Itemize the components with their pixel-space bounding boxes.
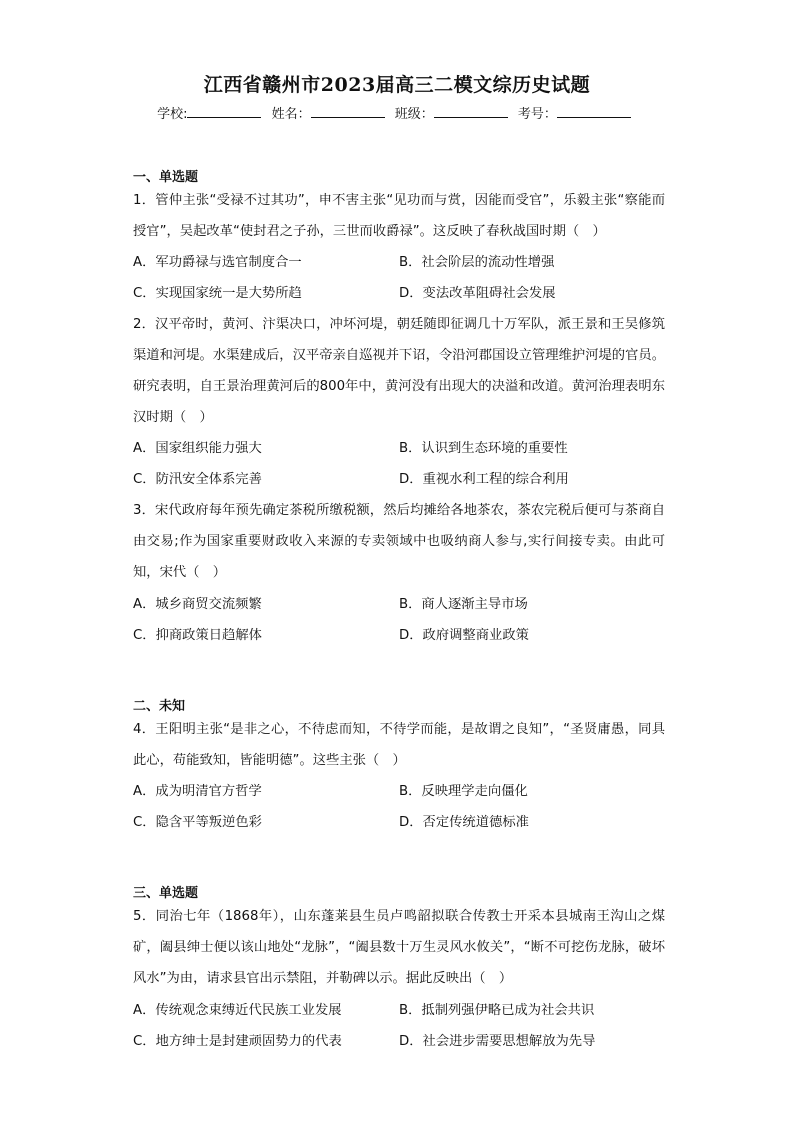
option-b[interactable]: B．商人逐渐主导市场: [399, 597, 528, 612]
question-5-options: [133, 995, 665, 1057]
name-blank[interactable]: [311, 103, 385, 118]
question-2-options: [133, 433, 665, 495]
number-blank[interactable]: [557, 103, 631, 118]
section-heading: 一、单选题: [133, 170, 199, 185]
option-d[interactable]: D．社会进步需要思想解放为先导: [399, 1034, 596, 1049]
question-4-text: 4．王阳明主张“是非之心，不待虑而知，不待学而能，是故谓之良知”，“圣贤庸愚，同具此心，苟能致知，皆能明德”。这些主张（ ）: [133, 722, 665, 768]
option-a[interactable]: A．城乡商贸交流频繁: [133, 597, 262, 612]
question-3-options: [133, 589, 665, 651]
option-c[interactable]: C．实现国家统一是大势所趋: [133, 286, 302, 301]
name-label: 姓名：: [271, 107, 311, 122]
option-a[interactable]: A．传统观念束缚近代民族工业发展: [133, 1003, 342, 1018]
option-a[interactable]: A．国家组织能力强大: [133, 441, 262, 456]
school-label: 学校:: [157, 107, 188, 122]
section-heading: 三、单选题: [133, 886, 199, 901]
option-b[interactable]: B．抵制列强伊略已成为社会共识: [399, 1003, 595, 1018]
school-blank[interactable]: [187, 103, 261, 118]
class-blank[interactable]: [434, 103, 508, 118]
option-d[interactable]: D．政府调整商业政策: [399, 628, 529, 643]
option-a[interactable]: A．军功爵禄与选官制度合一: [133, 255, 302, 270]
option-d[interactable]: D．重视水利工程的综合利用: [399, 472, 569, 487]
option-c[interactable]: C．防汛安全体系完善: [133, 472, 262, 487]
option-d[interactable]: D．否定传统道德标准: [399, 815, 529, 830]
question-2-text: 2．汉平帝时，黄河、汴渠决口，冲坏河堤，朝廷随即征调几十万军队，派王景和王吴修筑渠道和河堤。水渠建成后，汉平帝亲自巡视并下诏，令沿河郡国设立管理维护河堤的官员。研究表明，自王景治理黄河后的800年中，黄河没有出现大的决溢和改道。黄河治理表明东汉时期（ ）: [133, 317, 665, 425]
option-a[interactable]: A．成为明清官方哲学: [133, 784, 262, 799]
number-label: 考号：: [517, 107, 557, 122]
question-5-text: 5．同治七年（1868年），山东蓬莱县生员卢鸣韶拟联合传教士开采本县城南王沟山之煤矿，阖县绅士便以该山地处“龙脉”，“阖县数十万生灵风水攸关”，“断不可挖伤龙脉，破坏风水”为由，请求县官出示禁阻，并勒碑以示。据此反映出（ ）: [133, 909, 665, 986]
option-c[interactable]: C．抑商政策日趋解体: [133, 628, 262, 643]
class-label: 班级：: [394, 107, 434, 122]
option-c[interactable]: C．隐含平等叛逆色彩: [133, 815, 262, 830]
page-title: 江西省赣州市2023届高三二模文综历史试题: [203, 74, 591, 96]
question-4-options: [133, 776, 665, 838]
option-d[interactable]: D．变法改革阻碍社会发展: [399, 286, 556, 301]
question-3-text: 3．宋代政府每年预先确定茶税所缴税额，然后均摊给各地茶农，茶农完税后便可与茶商自由交易;作为国家重要财政收入来源的专卖领域中也吸纳商人参与,实行间接专卖。由此可知，宋代（ ）: [133, 503, 665, 580]
question-1-text: 1．管仲主张“受禄不过其功”，申不害主张“见功而与赏，因能而受官”，乐毅主张“察能而授官”，吴起改革“使封君之子孙，三世而收爵禄”。这反映了春秋战国时期（ ）: [133, 193, 665, 239]
question-1-options: [133, 247, 665, 309]
option-b[interactable]: B．认识到生态环境的重要性: [399, 441, 568, 456]
student-info-line: [0, 103, 794, 122]
option-c[interactable]: C．地方绅士是封建顽固势力的代表: [133, 1034, 342, 1049]
section-heading: 二、未知: [133, 699, 186, 714]
option-b[interactable]: B．社会阶层的流动性增强: [399, 255, 555, 270]
option-b[interactable]: B．反映理学走向僵化: [399, 784, 528, 799]
